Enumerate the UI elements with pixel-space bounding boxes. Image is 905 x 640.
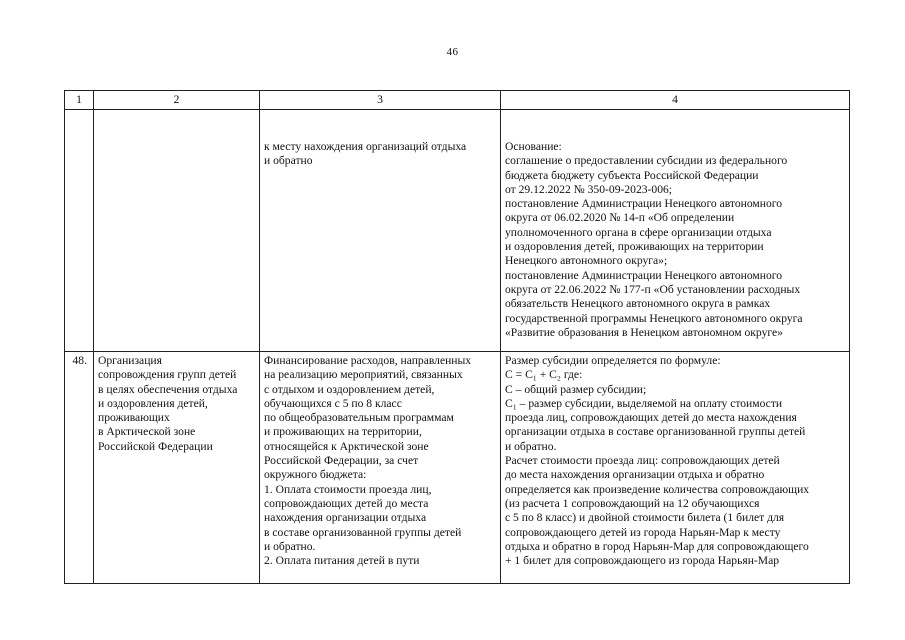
row-number-cell: 48. [65,352,94,584]
text-line: сопровождающего детей из города Нарьян-Мар к месту [505,525,781,539]
table-row [65,352,850,584]
text-line: Российской Федерации, за счет [264,454,419,468]
text-line: и обратно. [264,539,316,553]
text-line: отдыха и обратно в город Нарьян-Мар для сопровождающего [505,539,809,553]
text-line: Российской Федерации [98,439,213,453]
text-line: сопровождения групп детей [98,368,237,382]
text-line: постановление Администрации Ненецкого автономного [505,268,783,282]
text-line: в целях обеспечения отдыха [98,382,238,396]
text-line: округа от 22.06.2022 № 177-п «Об установлении расходных [505,282,801,296]
text-line: относящейся к Арктической зоне [264,439,429,453]
text-line: и проживающих на территории, [264,425,422,439]
text-line: C₁ – размер субсидии, выделяемой на оплату стоимости [505,396,783,410]
table-header-row [65,91,850,110]
text-line: 1. Оплата стоимости проезда лиц, [264,482,432,496]
header-cell-2: 2 [94,91,260,110]
text-line: от 29.12.2022 № 350-09-2023-006; [505,182,673,196]
row-number-cell [65,110,94,352]
text-line: организации отдыха в составе организованной группы детей [505,425,806,439]
row-basis-cell [501,110,850,352]
header-cell-1: 1 [65,91,94,110]
text-line: и оздоровления детей, проживающих на территории [505,240,764,254]
row-description-cell [260,352,501,584]
row-formula-cell [501,352,850,584]
text-line: и оздоровления детей, [98,396,208,410]
row-name-cell [94,110,260,352]
text-line: государственной программы Ненецкого автономного округа [505,311,803,325]
text-line: определяется как произведение количества сопровождающих [505,482,810,496]
text-line: C = C₁ + C₂ где: [505,368,583,382]
row-name-cell [94,352,260,584]
text-line: Размер субсидии определяется по формуле: [505,354,721,367]
text-line: с 5 по 8 класс) и двойной стоимости билета (1 билет для [505,511,785,525]
text-line: по общеобразовательным программам [264,411,454,425]
text-line: Организация [98,354,162,367]
text-line: постановление Администрации Ненецкого автономного [505,197,783,211]
text-line: уполномоченного органа в сфере организации отдыха [505,225,772,239]
text-line: C – общий размер субсидии; [505,382,647,396]
text-line: обязательств Ненецкого автономного округа в рамках [505,297,771,311]
text-line: и обратно. [505,439,557,453]
text-line: Финансирование расходов, направленных [264,354,472,367]
header-cell-4: 4 [501,91,850,110]
text-line: Основание: [505,140,562,153]
text-line: Расчет стоимости проезда лиц: сопровождающих детей [505,454,780,468]
text-line: на реализацию мероприятий, связанных [264,368,463,382]
text-line: округа от 06.02.2020 № 14-п «Об определении [505,211,735,225]
text-line: Ненецкого автономного округа»; [505,254,668,268]
text-line: соглашение о предоставлении субсидии из федерального [505,154,788,168]
text-line: в Арктической зоне [98,425,196,439]
text-line: до места нахождения организации отдыха и обратно [505,468,765,482]
text-line: к месту нахождения организаций отдыха [264,140,467,153]
text-line: нахождения организации отдыха [264,511,427,525]
text-line: проезда лиц, сопровождающих детей до места нахождения [505,411,797,425]
text-line: в составе организованной группы детей [264,525,462,539]
text-line: обучающихся с 5 по 8 класс [264,396,402,410]
text-line: 2. Оплата питания детей в пути [264,554,420,568]
text-line: сопровождающих детей до места [264,496,429,510]
table-row [65,110,850,352]
page-number: 46 [446,46,459,58]
row-description-cell [260,110,501,352]
text-line: + 1 билет для сопровождающего из города Нарьян-Мар [505,554,780,568]
text-line: окружного бюджета: [264,468,367,482]
header-cell-3: 3 [260,91,501,110]
text-line: с отдыхом и оздоровлением детей, [264,382,435,396]
text-line: бюджета бюджету субъекта Российской Федерации [505,168,759,182]
text-line: (из расчета 1 сопровождающий на 12 обучающихся [505,496,760,510]
text-line: проживающих [98,411,170,425]
text-line: «Развитие образования в Ненецком автономном округе» [505,325,783,339]
text-line: и обратно [264,154,313,168]
document-table [64,90,850,584]
